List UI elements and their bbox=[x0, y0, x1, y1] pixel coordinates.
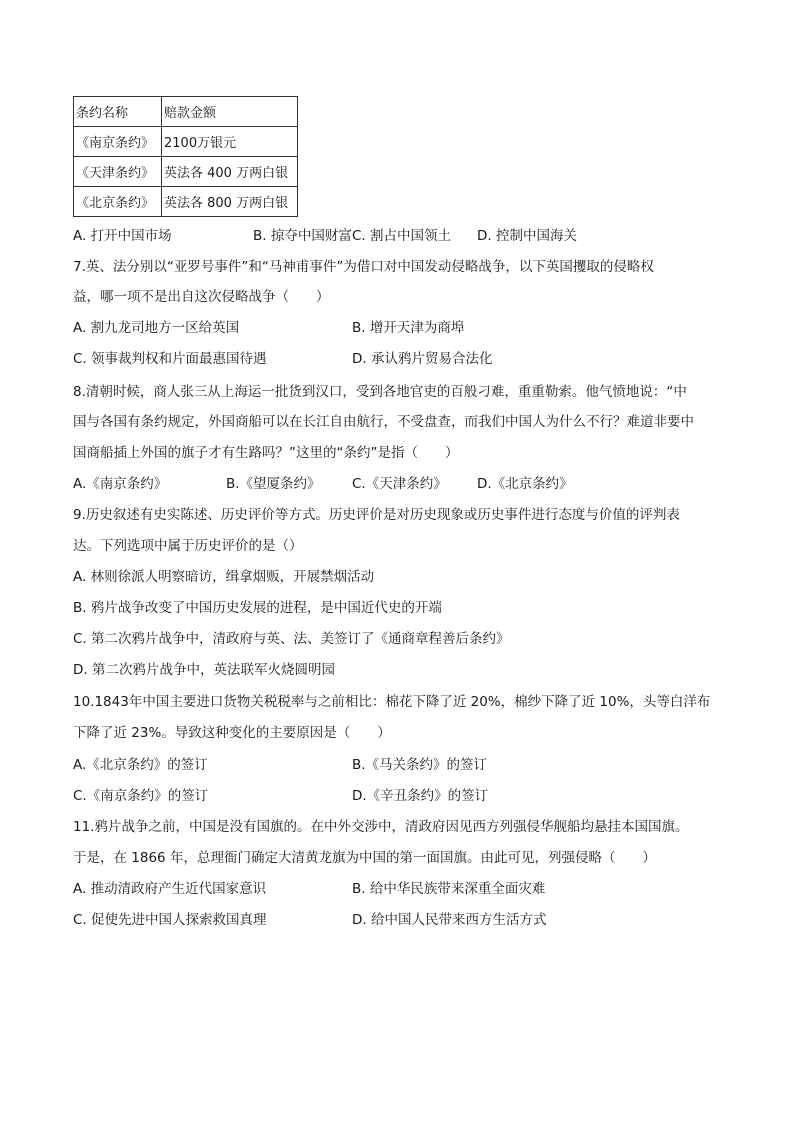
q10-option-b: B.《马关条约》的签订 bbox=[352, 757, 488, 773]
q6-option-a: A. 打开中国市场 bbox=[73, 228, 172, 244]
table-cell: 英法各 800 万两白银 bbox=[162, 187, 298, 217]
q9-option-b: B. 鸦片战争改变了中国历史发展的进程，是中国近代史的开端 bbox=[73, 600, 442, 616]
q11-option-d: D. 给中国人民带来西方生活方式 bbox=[352, 912, 547, 928]
table-header-cell: 条约名称 bbox=[74, 97, 162, 127]
q10-option-d: D.《辛丑条约》的签订 bbox=[352, 788, 489, 804]
table-row bbox=[74, 157, 298, 187]
table-cell: 《天津条约》 bbox=[74, 157, 162, 187]
table-cell: 2100万银元 bbox=[162, 127, 298, 157]
q7-stem-line: 7.英、法分别以“亚罗号事件”和“马神甫事件”为借口对中国发动侵略战争，以下英国攫取的侵略权 bbox=[73, 259, 654, 275]
q8-stem-line: 国商船插上外国的旗子才有生路吗？”这里的“条约”是指（ ） bbox=[73, 445, 459, 461]
table-cell: 《北京条约》 bbox=[74, 187, 162, 217]
q10-stem-line: 10.1843年中国主要进口货物关税税率与之前相比：棉花下降了近 20%，棉纱下降了近 10%，头等白洋布 bbox=[73, 694, 711, 710]
q7-stem-line: 益，哪一项不是出自这次侵略战争（ ） bbox=[73, 289, 330, 305]
table-header-cell: 赔款金额 bbox=[162, 97, 298, 127]
table-cell: 英法各 400 万两白银 bbox=[162, 157, 298, 187]
q11-stem-line: 于是，在 1866 年，总理衙门确定大清黄龙旗为中国的第一面国旗。由此可见，列强侵略（ ） bbox=[73, 850, 656, 866]
table-cell: 《南京条约》 bbox=[74, 127, 162, 157]
q8-stem-line: 国与各国有条约规定，外国商船可以在长江自由航行，不受盘查，而我们中国人为什么不行？难道非要中 bbox=[73, 414, 694, 430]
q8-stem-line: 8.清朝时候，商人张三从上海运一批货到汉口，受到各地官吏的百般刁难，重重勒索。他气愤地说：“中 bbox=[73, 384, 687, 400]
q7-option-b: B. 增开天津为商埠 bbox=[352, 320, 465, 336]
q9-option-a: A. 林则徐派人明察暗访，缉拿烟贩，开展禁烟活动 bbox=[73, 569, 375, 585]
q10-stem-line: 下降了近 23%。导致这种变化的主要原因是（ ） bbox=[73, 725, 391, 741]
q9-option-c: C. 第二次鸦片战争中，清政府与英、法、美签订了《通商章程善后条约》 bbox=[73, 631, 510, 647]
q6-option-d: D. 控制中国海关 bbox=[477, 228, 577, 244]
table-row bbox=[74, 187, 298, 217]
q9-stem-line: 9.历史叙述有史实陈述、历史评价等方式。历史评价是对历史现象或历史事件进行态度与价值的评判表 bbox=[73, 507, 680, 523]
q7-option-c: C. 领事裁判权和片面最惠国待遇 bbox=[73, 351, 267, 367]
q7-option-d: D. 承认鸦片贸易合法化 bbox=[352, 351, 493, 367]
q10-option-a: A.《北京条约》的签订 bbox=[73, 757, 208, 773]
q11-option-a: A. 推动清政府产生近代国家意识 bbox=[73, 881, 267, 897]
q8-option-c: C.《天津条约》 bbox=[352, 476, 447, 492]
indemnity-table bbox=[73, 96, 298, 217]
q9-option-d: D. 第二次鸦片战争中，英法联军火烧圆明园 bbox=[73, 662, 335, 678]
q8-option-d: D.《北京条约》 bbox=[477, 476, 573, 492]
q10-option-c: C.《南京条约》的签订 bbox=[73, 788, 209, 804]
q8-option-a: A.《南京条约》 bbox=[73, 476, 168, 492]
table-row bbox=[74, 127, 298, 157]
q11-stem-line: 11.鸦片战争之前，中国是没有国旗的。在中外交涉中，清政府因见西方列强侵华舰船均悬挂本国国旗。 bbox=[73, 819, 689, 835]
q11-option-c: C. 促使先进中国人探索救国真理 bbox=[73, 912, 267, 928]
q9-stem-line: 达。下列选项中属于历史评价的是（） bbox=[73, 538, 303, 554]
table-header-row bbox=[74, 97, 298, 127]
q8-option-b: B.《望厦条约》 bbox=[226, 476, 321, 492]
q6-option-b: B. 掠夺中国财富 bbox=[253, 228, 352, 244]
q6-option-c: C. 割占中国领土 bbox=[352, 228, 452, 244]
q11-option-b: B. 给中华民族带来深重全面灾难 bbox=[352, 881, 546, 897]
q7-option-a: A. 割九龙司地方一区给英国 bbox=[73, 320, 240, 336]
